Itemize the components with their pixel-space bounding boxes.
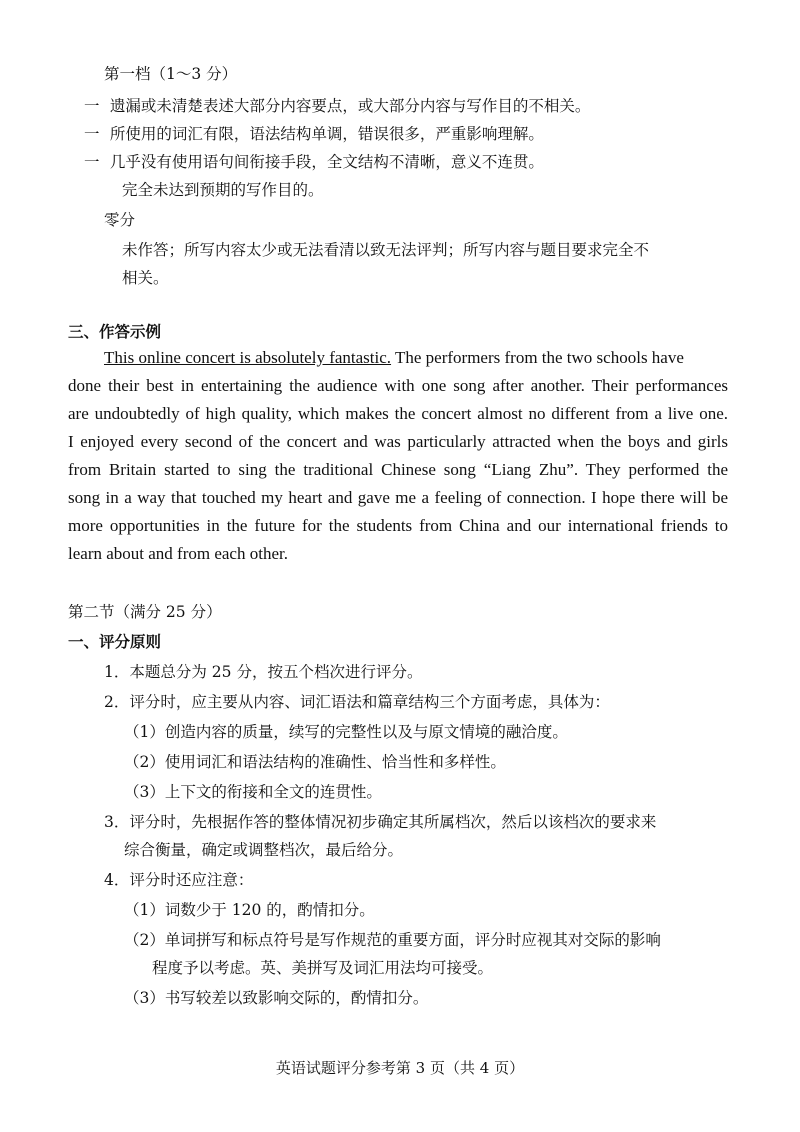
principle-3-line-1: 3．评分时，先根据作答的整体情况初步确定其所属档次，然后以该档次的要求来: [104, 813, 657, 831]
page-footer: 英语试题评分参考第 3 页（共 4 页）: [275, 1059, 525, 1077]
principle-4-sub-2-line-1: （2）单词拼写和标点符号是写作规范的重要方面，评分时应视其对交际的影响: [124, 931, 661, 949]
sample-line-7: more opportunities in the future for the students from China and our international friends to: [68, 516, 728, 535]
sample-topic-sentence: This online concert is absolutely fantastic.: [104, 348, 392, 367]
principle-4-sub-2-line-2: 程度予以考虑。英、美拼写及词汇用法均可接受。: [152, 959, 494, 977]
zero-line-2: 相关。: [122, 269, 169, 287]
level1-item-3: 一 几乎没有使用语句间衔接手段，全文结构不清晰，意义不连贯。: [84, 153, 544, 171]
zero-line-1: 未作答；所写内容太少或无法看清以致无法评判；所写内容与题目要求完全不: [122, 241, 650, 259]
principles-title: 一、评分原则: [68, 633, 162, 651]
principle-2: 2．评分时，应主要从内容、词汇语法和篇章结构三个方面考虑，具体为：: [104, 693, 610, 711]
level1-item-3-cont: 完全未达到预期的写作目的。: [122, 181, 324, 199]
sample-line-3: are undoubtedly of high quality, which makes the concert almost no different from a live one.: [68, 404, 728, 423]
sample-line-2: done their best in entertaining the audience with one song after another. Their performances: [68, 376, 728, 395]
section3-title: 三、作答示例: [68, 323, 162, 341]
principle-2-sub-3: （3）上下文的衔接和全文的连贯性。: [124, 783, 382, 801]
sample-line-6: song in a way that touched my heart and gave me a feeling of connection. I hope there will be: [68, 488, 728, 507]
principle-4: 4．评分时还应注意：: [104, 871, 254, 889]
level1-item-1: 一 遗漏或未清楚表述大部分内容要点，或大部分内容与写作目的不相关。: [84, 97, 591, 115]
principle-4-sub-1: （1）词数少于 120 的，酌情扣分。: [124, 901, 375, 919]
principle-2-sub-1: （1）创造内容的质量，续写的完整性以及与原文情境的融洽度。: [124, 723, 568, 741]
principle-2-sub-2: （2）使用词汇和语法结构的准确性、恰当性和多样性。: [124, 753, 506, 771]
sample-line-8: learn about and from each other.: [68, 544, 288, 563]
sample-line-1: This online concert is absolutely fantastic. The performers from the two schools have: [104, 348, 684, 367]
principle-3-line-2: 综合衡量，确定或调整档次，最后给分。: [124, 841, 404, 859]
sample-line-4: I enjoyed every second of the concert and was particularly attracted when the boys and girls: [68, 432, 728, 451]
zero-title: 零分: [104, 211, 136, 229]
level1-title: 第一档（1～3 分）: [104, 65, 238, 83]
part2-title: 第二节（满分 25 分）: [68, 603, 222, 621]
sample-line-5: from Britain started to sing the traditional Chinese song “Liang Zhu”. They performed the: [68, 460, 728, 479]
principle-4-sub-3: （3）书写较差以致影响交际的，酌情扣分。: [124, 989, 429, 1007]
level1-item-2: 一 所使用的词汇有限，语法结构单调，错误很多，严重影响理解。: [84, 125, 544, 143]
principle-1: 1．本题总分为 25 分，按五个档次进行评分。: [104, 663, 423, 681]
